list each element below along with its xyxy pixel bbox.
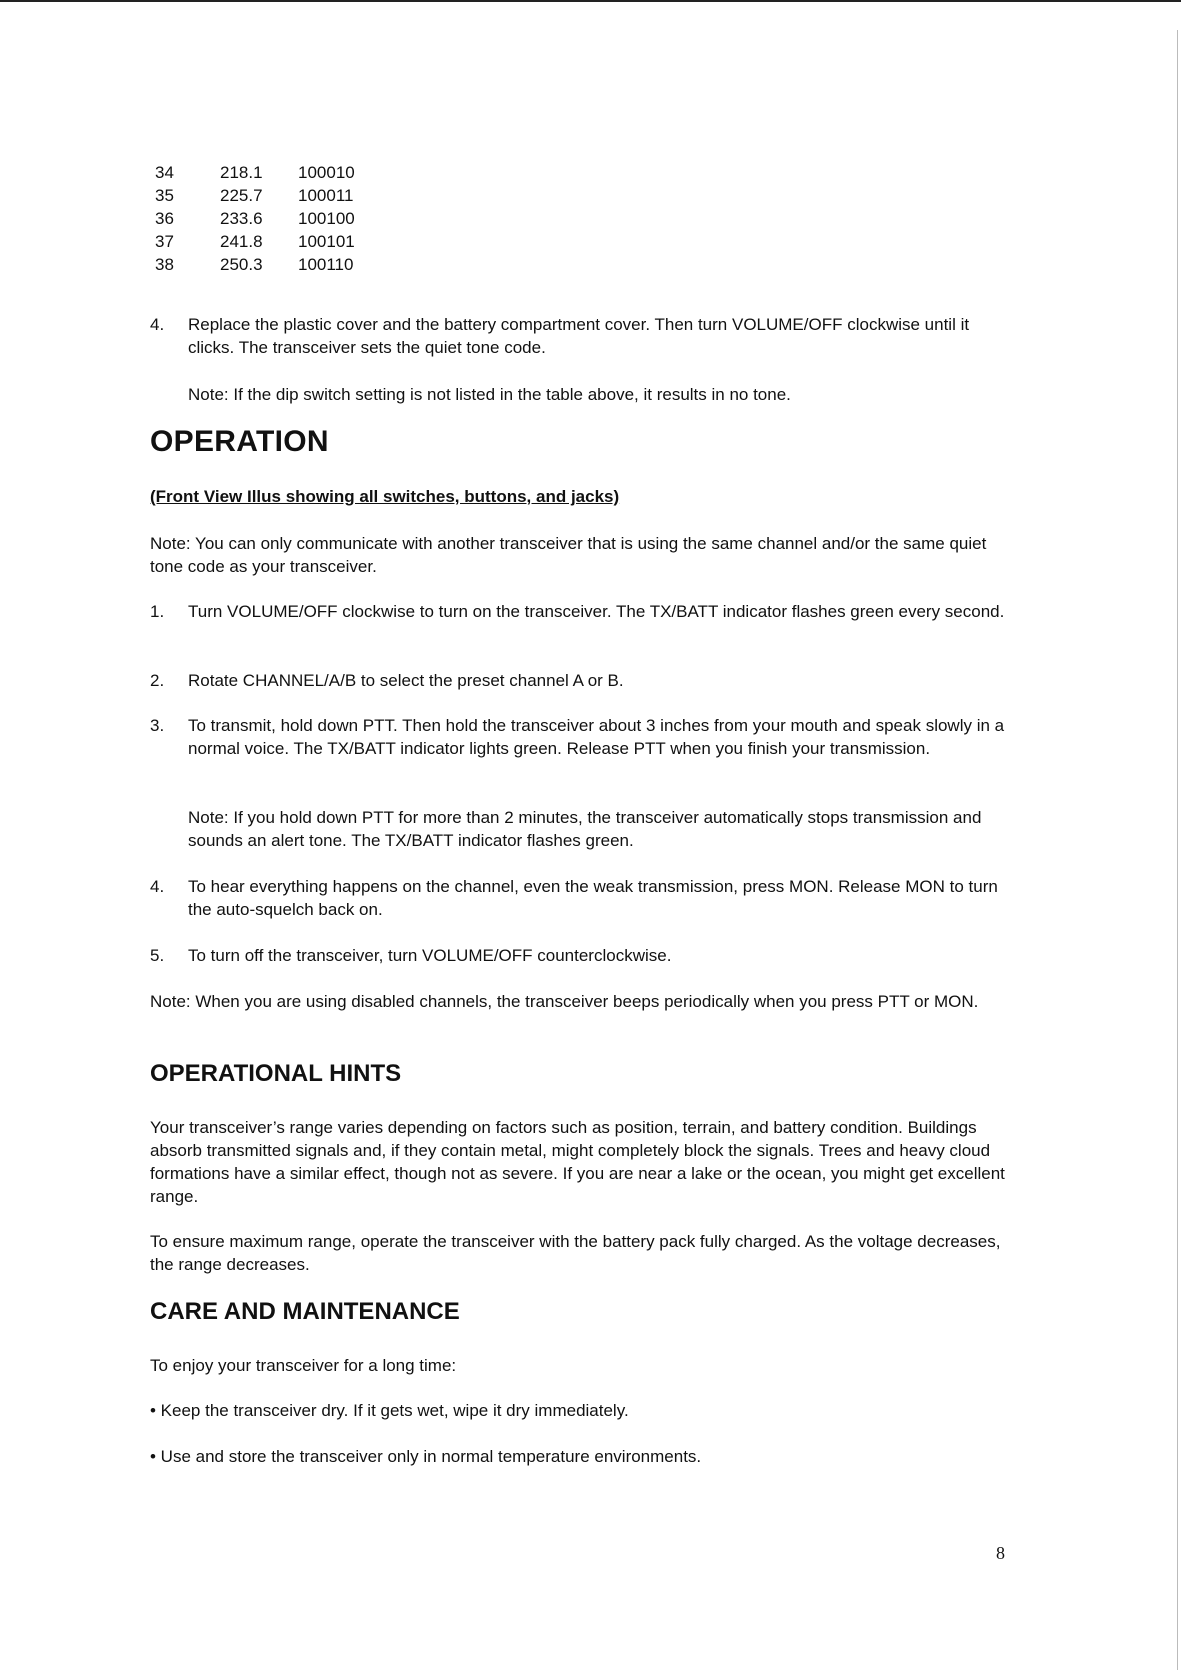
table-cell-number: 36 [155,209,174,228]
step-text: Replace the plastic cover and the battery compartment cover. Then turn VOLUME/OFF clockwise until it clicks. The transceiver sets the quiet tone code. [188,315,970,357]
table-cell-number: 38 [155,255,174,274]
section-heading-care-maintenance: CARE AND MAINTENANCE [150,1298,460,1325]
step-number: 5. [150,946,165,965]
table-cell-frequency: 225.7 [220,186,263,205]
table-cell-code: 100101 [298,232,355,251]
section-heading-operational-hints: OPERATIONAL HINTS [150,1060,402,1087]
care-intro: To enjoy your transceiver for a long time: [150,1356,457,1375]
note-ptt-timeout: Note: If you hold down PTT for more than 2 minutes, the transceiver automatically stops transmission and sounds an alert tone. The TX/BATT indicator flashes green. [188,808,982,850]
table-cell-code: 100110 [298,255,354,274]
step-number: 4. [150,315,165,334]
page-number: 8 [996,1543,1005,1563]
step-number: 3. [150,716,165,735]
table-cell-frequency: 241.8 [220,232,263,251]
step-text: Turn VOLUME/OFF clockwise to turn on the transceiver. The TX/BATT indicator flashes green every second. [188,602,1005,621]
illustration-placeholder-caption: (Front View Illus showing all switches, buttons, and jacks) [150,487,620,506]
note-dip-switch: Note: If the dip switch setting is not listed in the table above, it results in no tone. [188,385,791,404]
step-number: 4. [150,877,165,896]
hints-paragraph: To ensure maximum range, operate the transceiver with the battery pack fully charged. As the voltage decreases, the range decreases. [150,1232,1001,1274]
step-text: To hear everything happens on the channel, even the weak transmission, press MON. Release MON to turn the auto-squelch back on. [188,877,998,919]
table-cell-number: 34 [155,163,174,182]
step-text: To transmit, hold down PTT. Then hold the transceiver about 3 inches from your mouth and speak slowly in a normal voice. The TX/BATT indicator lights green. Release PTT when you finish your transmission. [188,716,1005,758]
step-text: Rotate CHANNEL/A/B to select the preset channel A or B. [188,671,624,690]
section-heading-operation: OPERATION [150,425,329,458]
note-disabled-channels: Note: When you are using disabled channels, the transceiver beeps periodically when you press PTT or MON. [150,992,979,1011]
note-same-channel: Note: You can only communicate with another transceiver that is using the same channel and/or the same quiet tone code as your transceiver. [150,534,987,576]
hints-paragraph: Your transceiver’s range varies depending on factors such as position, terrain, and battery condition. Buildings absorb transmitted signals and, if they contain metal, might completely block the signals. Trees and heavy cloud formations have a similar effect, though not as severe. If you are near a lake or the ocean, you might get excellent range. [150,1118,1005,1206]
table-cell-frequency: 233.6 [220,209,263,228]
step-number: 2. [150,671,165,690]
step-number: 1. [150,602,165,621]
table-cell-code: 100011 [298,186,354,205]
table-cell-number: 35 [155,186,174,205]
table-cell-number: 37 [155,232,174,251]
care-bullet: • Keep the transceiver dry. If it gets wet, wipe it dry immediately. [150,1401,629,1420]
table-cell-code: 100010 [298,163,355,182]
table-cell-frequency: 250.3 [220,255,263,274]
table-cell-code: 100100 [298,209,355,228]
step-text: To turn off the transceiver, turn VOLUME/OFF counterclockwise. [188,946,672,965]
table-cell-frequency: 218.1 [220,163,263,182]
care-bullet: • Use and store the transceiver only in normal temperature environments. [150,1447,702,1466]
